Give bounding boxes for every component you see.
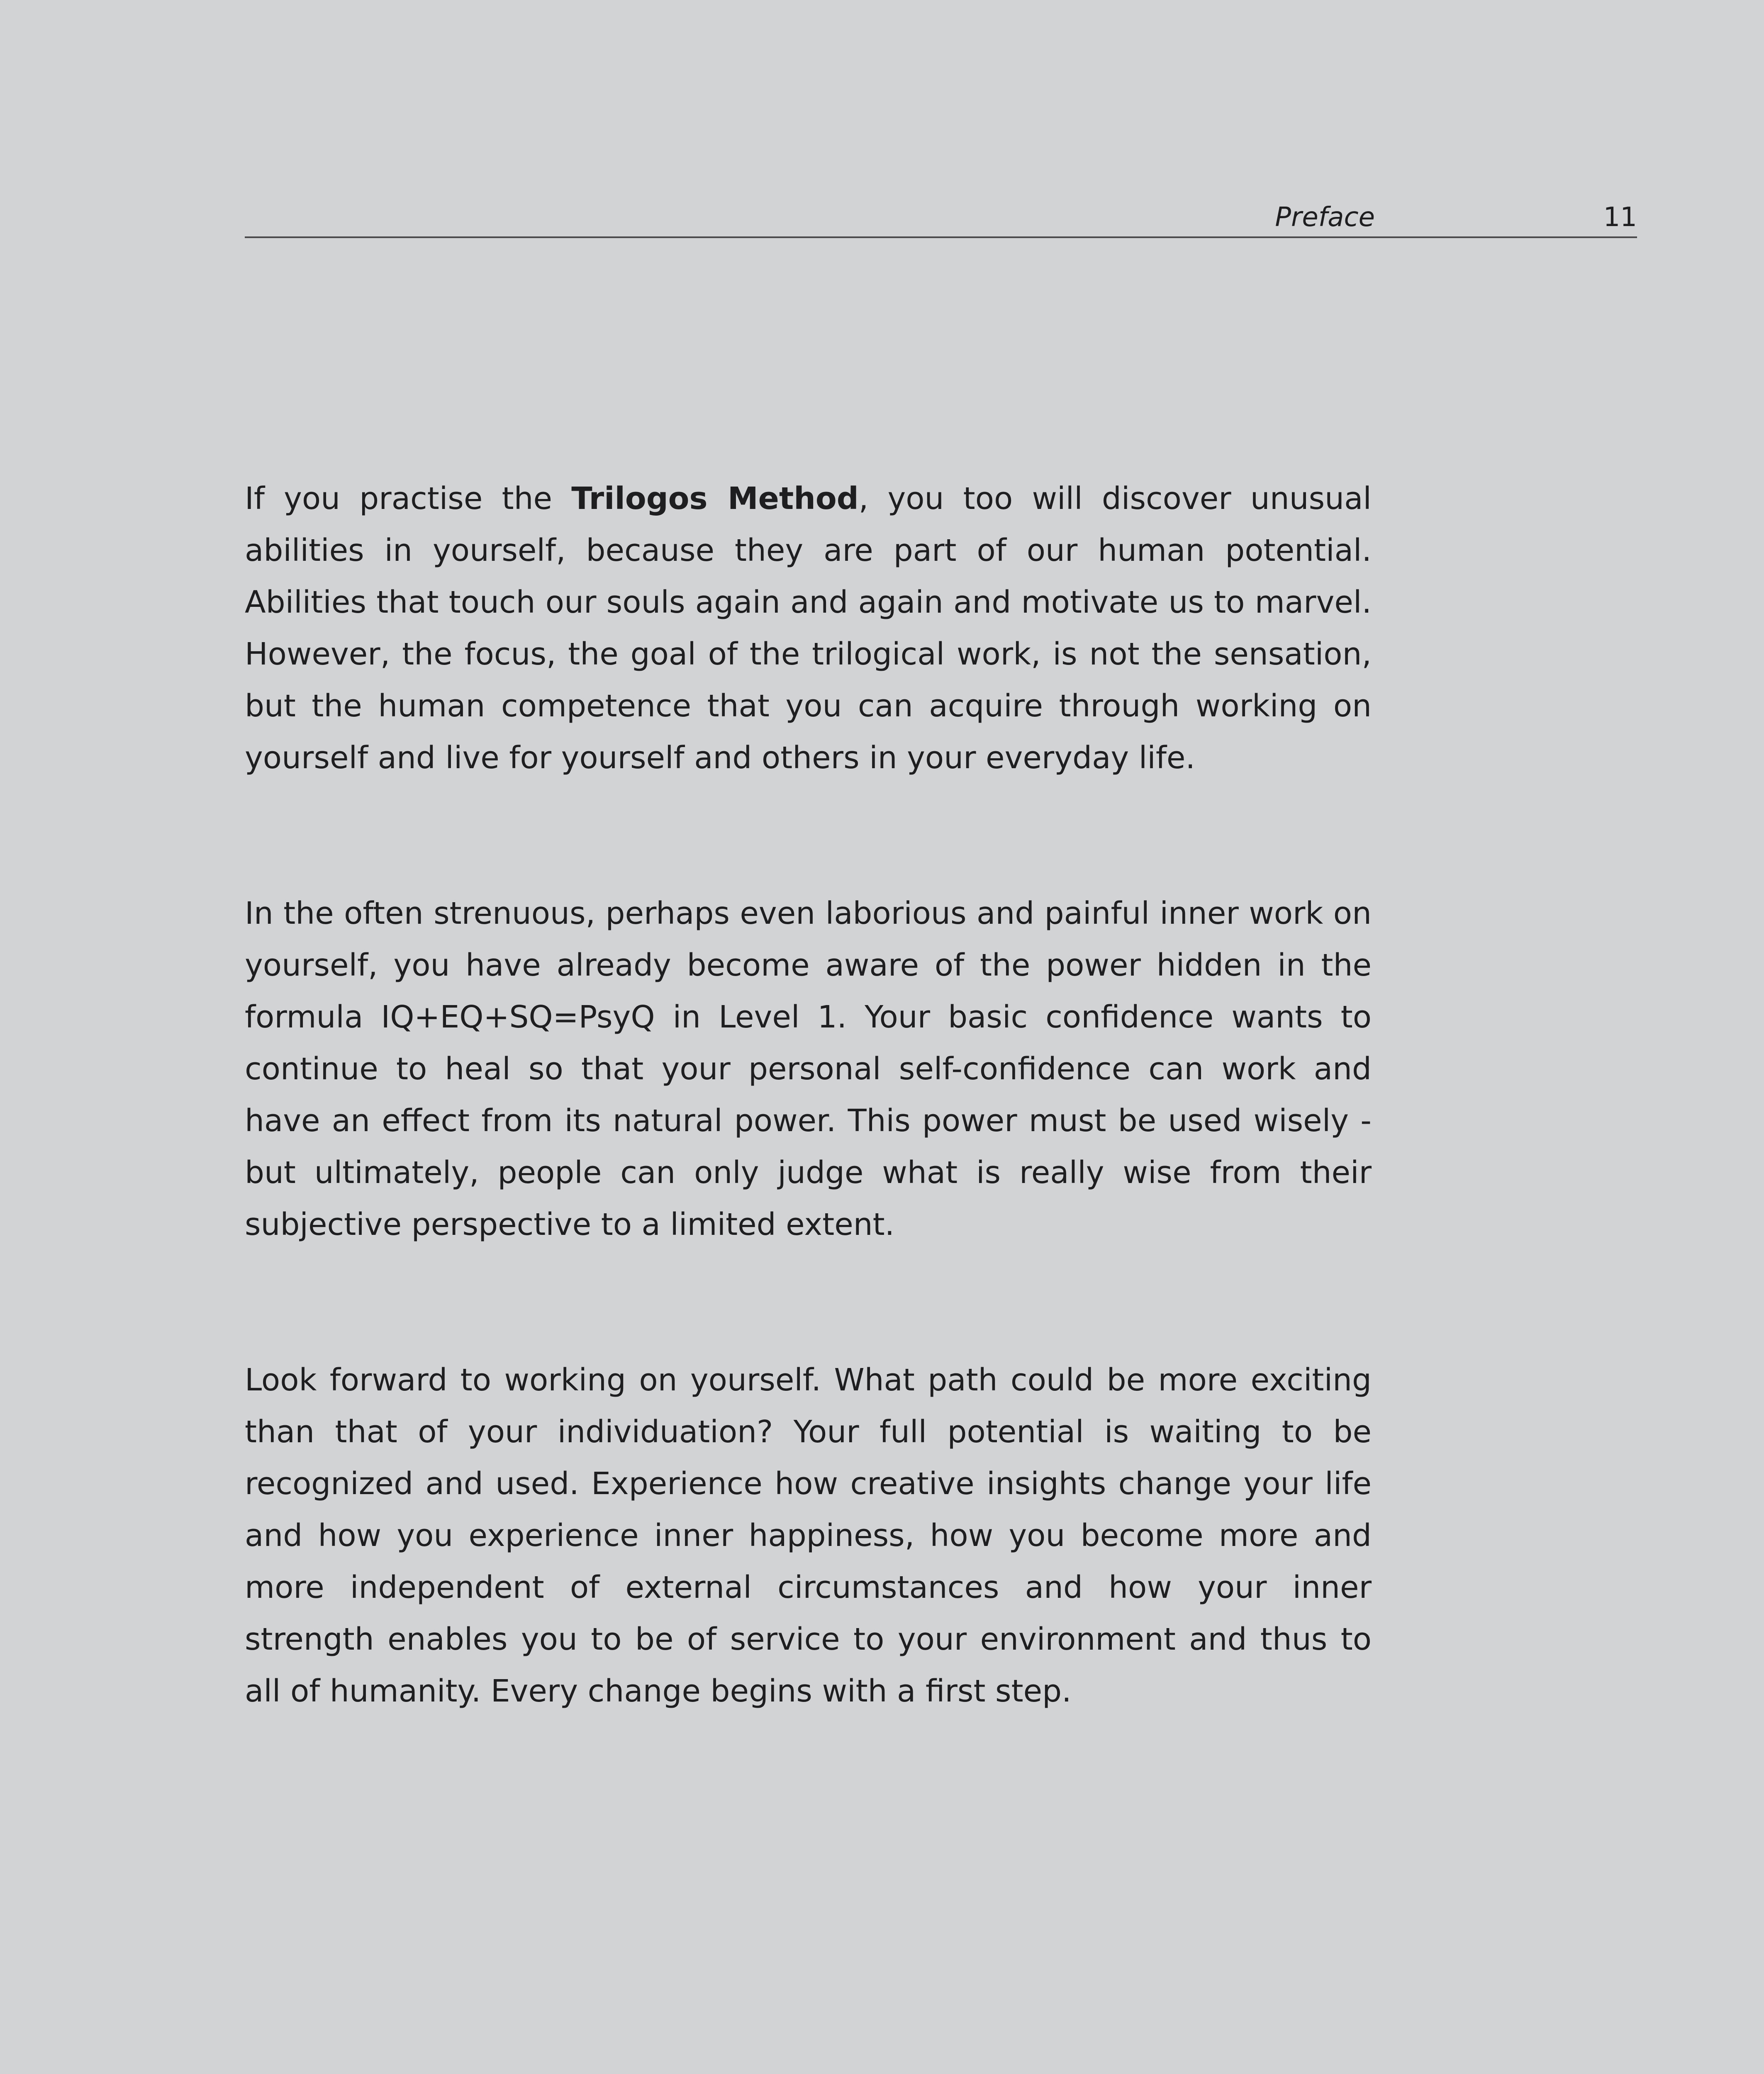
trilogos-method-term: Trilogos Method [571, 481, 859, 516]
paragraph-1 [245, 473, 1372, 784]
paragraph-3: Look forward to working on yourself. What path could be more exciting than that of your individuation? Your full potential is waiting to be recognized and used. Experience how creative insights change your life and how you experience inner happiness, how you become more and more independent of external circumstances and how your inner strength enables you to be of service to your environment and thus to all of humanity. Every change begins with a first step. [245, 1362, 1372, 1709]
paragraph-2: In the often strenuous, perhaps even laborious and painful inner work on yourself, you have already become aware of the power hidden in the formula IQ+EQ+SQ=PsyQ in Level 1. Your basic confidence wants to continue to heal so that your personal self-confidence can work and have an effect from its natural power. This power must be used wisely - but ultimately, people can only judge what is really wise from their subjective perspective to a limited extent. [245, 896, 1372, 1242]
running-title: Preface [1275, 202, 1375, 233]
paragraph-1-lead: If you practise the [245, 481, 572, 516]
page-header [245, 195, 1637, 238]
paragraph-1-rest: , you too will discover unusual abilities in yourself, because they are part of our human potential. Abilities that touch our souls again and again and motivate us to marvel. However, the focus, the goal of the trilogical work, is not the sensation, but the human competence that you can acquire through working on yourself and live for yourself and others in your everyday life. [245, 481, 1372, 776]
page-number: 11 [1603, 202, 1637, 233]
body-text [245, 473, 1372, 1717]
